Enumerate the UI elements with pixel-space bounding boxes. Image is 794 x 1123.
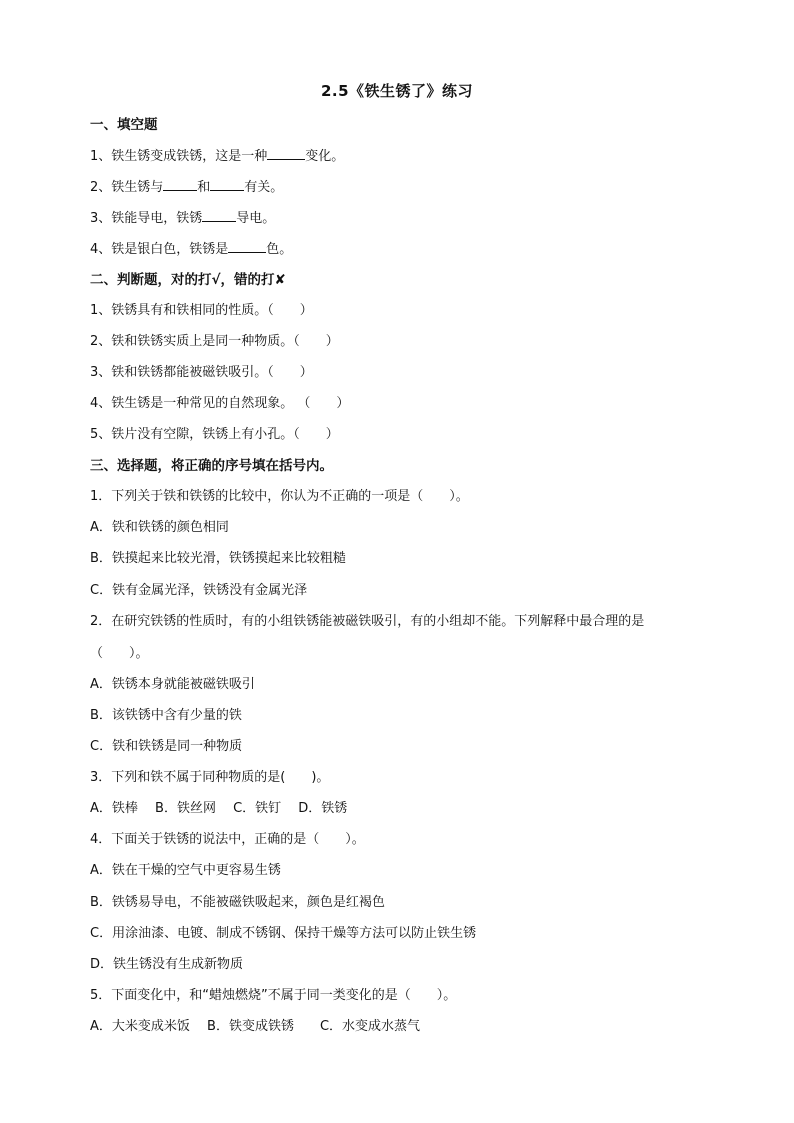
judge-question-2: 2、铁和铁锈实质上是同一种物质。（ ） xyxy=(90,334,339,349)
answer-blank[interactable] xyxy=(202,209,236,222)
question-text: 导电。 xyxy=(236,211,276,226)
choice-option: A．铁锈本身就能被磁铁吸引 xyxy=(90,677,255,692)
question-text: 色。 xyxy=(266,242,293,257)
fill-question-1 xyxy=(90,147,710,166)
choice-option: B．铁锈易导电，不能被磁铁吸起来，颜色是红褐色 xyxy=(90,895,385,910)
question-text: 变化。 xyxy=(305,149,345,164)
choice-option: C．铁有金属光泽，铁锈没有金属光泽 xyxy=(90,583,308,598)
choice-option: C．用涂油漆、电镀、制成不锈钢、保持干燥等方法可以防止铁生锈 xyxy=(90,926,477,941)
choice-question-4-stem: 4．下面关于铁锈的说法中，正确的是（ ）。 xyxy=(90,832,365,847)
choice-question-5-stem: 5．下面变化中，和“蜡烛燃烧”不属于同一类变化的是（ ）。 xyxy=(90,988,457,1003)
choice-question-3-stem: 3．下列和铁不属于同种物质的是( )。 xyxy=(90,770,330,785)
section-heading-fill-blank: 一、填空题 xyxy=(90,117,158,133)
fill-question-3 xyxy=(90,209,710,228)
choice-options-line: A．大米变成米饭 B．铁变成铁锈 C．水变成水蒸气 xyxy=(90,1019,421,1034)
answer-blank[interactable] xyxy=(210,178,244,191)
question-text: 有关。 xyxy=(244,180,284,195)
fill-question-4 xyxy=(90,240,710,259)
answer-blank[interactable] xyxy=(228,240,266,253)
page-title: 2.5《铁生锈了》练习 xyxy=(320,82,474,100)
fill-question-2 xyxy=(90,178,710,197)
question-text: 4、铁是银白色，铁锈是 xyxy=(90,242,229,257)
choice-option: B．该铁锈中含有少量的铁 xyxy=(90,708,242,723)
section-heading-choice: 三、选择题，将正确的序号填在括号内。 xyxy=(90,458,333,474)
question-text: 1、铁生锈变成铁锈，这是一种 xyxy=(90,149,268,164)
answer-blank[interactable] xyxy=(267,147,305,160)
question-text: 3、铁能导电，铁锈 xyxy=(90,211,203,226)
choice-option: D．铁生锈没有生成新物质 xyxy=(90,957,244,972)
choice-options-line: A．铁棒 B．铁丝网 C．铁钉 D．铁锈 xyxy=(90,801,348,816)
judge-question-4: 4、铁生锈是一种常见的自然现象。 （ ） xyxy=(90,396,350,411)
choice-question-2-stem-cont: （ ）。 xyxy=(90,646,149,661)
judge-question-3: 3、铁和铁锈都能被磁铁吸引。（ ） xyxy=(90,365,313,380)
judge-question-1: 1、铁锈具有和铁相同的性质。（ ） xyxy=(90,303,313,318)
question-text: 和 xyxy=(197,180,211,195)
choice-option: C．铁和铁锈是同一种物质 xyxy=(90,739,243,754)
choice-option: B．铁摸起来比较光滑，铁锈摸起来比较粗糙 xyxy=(90,551,346,566)
choice-option: A．铁在干燥的空气中更容易生锈 xyxy=(90,863,281,878)
judge-question-5: 5、铁片没有空隙，铁锈上有小孔。（ ） xyxy=(90,427,339,442)
choice-question-1-stem: 1．下列关于铁和铁锈的比较中，你认为不正确的一项是（ ）。 xyxy=(90,489,469,504)
choice-option: A．铁和铁锈的颜色相同 xyxy=(90,520,229,535)
section-heading-true-false: 二、判断题，对的打√，错的打✘ xyxy=(90,272,286,288)
answer-blank[interactable] xyxy=(163,178,197,191)
choice-question-2-stem: 2．在研究铁锈的性质时，有的小组铁锈能被磁铁吸引，有的小组却不能。下列解释中最合理的是 xyxy=(90,614,645,629)
question-text: 2、铁生锈与 xyxy=(90,180,164,195)
